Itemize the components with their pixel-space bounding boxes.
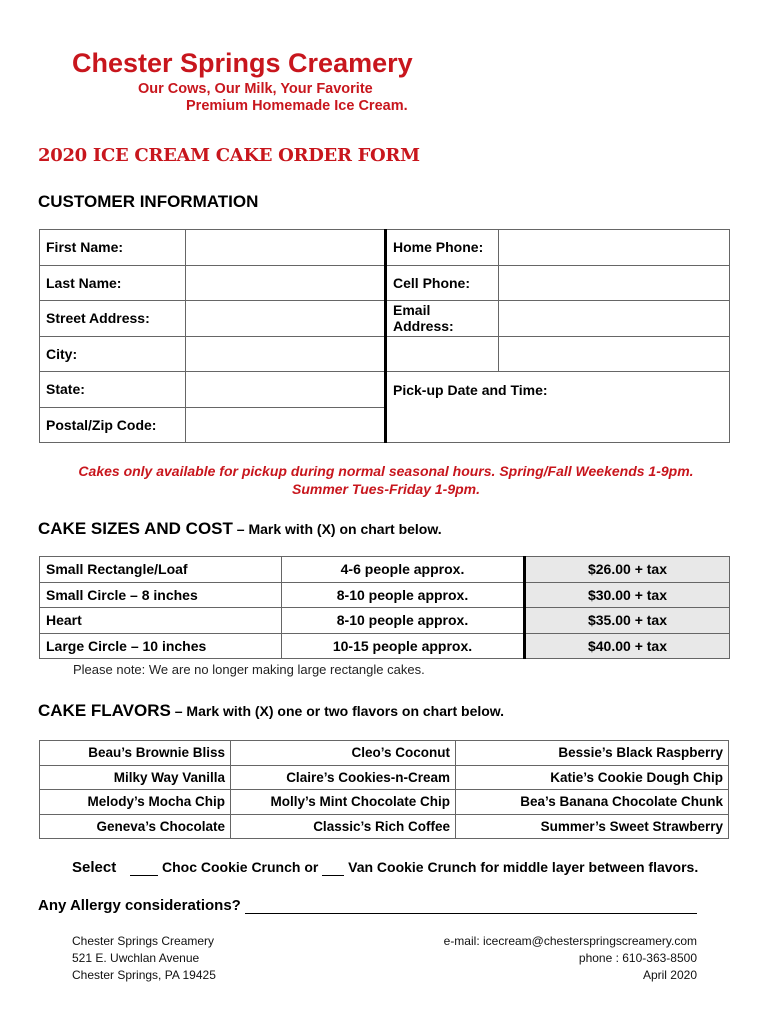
blank-label-cell bbox=[386, 336, 499, 372]
customer-info-heading: CUSTOMER INFORMATION bbox=[38, 192, 259, 211]
van-cookie-crunch-label: Van Cookie Crunch for middle layer between flavors. bbox=[348, 859, 699, 875]
pickup-date-time-label: Pick-up Date and Time: bbox=[393, 382, 548, 398]
allergy-field[interactable] bbox=[245, 897, 697, 914]
footer-phone: phone : 610-363-8500 bbox=[578, 951, 697, 965]
street-address-label: Street Address: bbox=[40, 301, 186, 337]
allergy-section bbox=[38, 897, 697, 914]
flavor-cell[interactable]: Summer’s Sweet Strawberry bbox=[456, 814, 729, 839]
first-name-label: First Name: bbox=[40, 230, 186, 266]
size-row[interactable] bbox=[40, 608, 730, 634]
size-serves: 8-10 people approx. bbox=[282, 582, 525, 608]
cake-sizes-table bbox=[39, 556, 730, 659]
cell-phone-field[interactable] bbox=[499, 265, 730, 301]
cake-flavors-table bbox=[39, 740, 729, 839]
flavor-cell[interactable]: Geneva’s Chocolate bbox=[40, 814, 231, 839]
size-row[interactable] bbox=[40, 633, 730, 659]
footer-address bbox=[72, 933, 216, 984]
email-address-label: Email Address: bbox=[386, 301, 499, 337]
size-row[interactable] bbox=[40, 582, 730, 608]
size-serves: 8-10 people approx. bbox=[282, 608, 525, 634]
tagline-line-1: Our Cows, Our Milk, Your Favorite bbox=[138, 81, 373, 97]
flavor-cell[interactable]: Claire’s Cookies-n-Cream bbox=[231, 765, 456, 790]
choc-cookie-crunch-blank[interactable] bbox=[130, 861, 158, 876]
form-title: 2020 ICE CREAM CAKE ORDER FORM bbox=[38, 145, 420, 166]
size-serves: 4-6 people approx. bbox=[282, 557, 525, 583]
postal-code-label: Postal/Zip Code: bbox=[40, 407, 186, 443]
flavor-cell[interactable]: Classic’s Rich Coffee bbox=[231, 814, 456, 839]
cake-flavors-title: CAKE FLAVORS bbox=[38, 701, 171, 720]
email-address-field[interactable] bbox=[499, 301, 730, 337]
flavor-cell[interactable]: Cleo’s Coconut bbox=[231, 741, 456, 766]
footer-date: April 2020 bbox=[642, 968, 697, 982]
footer-street: 521 E. Uwchlan Avenue bbox=[72, 951, 200, 965]
flavor-cell[interactable]: Milky Way Vanilla bbox=[40, 765, 231, 790]
state-label: State: bbox=[40, 372, 186, 408]
size-row[interactable] bbox=[40, 557, 730, 583]
state-field[interactable] bbox=[186, 372, 386, 408]
home-phone-field[interactable] bbox=[499, 230, 730, 266]
cake-sizes-heading bbox=[38, 519, 442, 539]
middle-layer-selection bbox=[72, 859, 698, 876]
cake-flavors-instruction: – Mark with (X) one or two flavors on chart below. bbox=[170, 703, 505, 719]
footer-email: e-mail: icecream@chesterspringscreamery.com bbox=[443, 934, 697, 948]
size-price: $40.00 + tax bbox=[525, 633, 730, 659]
pickup-hours-line-2: Summer Tues-Friday 1-9pm. bbox=[291, 481, 481, 497]
brand-title: Chester Springs Creamery bbox=[72, 48, 413, 78]
flavor-cell[interactable]: Beau’s Brownie Bliss bbox=[40, 741, 231, 766]
flavor-cell[interactable]: Molly’s Mint Chocolate Chip bbox=[231, 790, 456, 815]
size-serves: 10-15 people approx. bbox=[282, 633, 525, 659]
size-price: $30.00 + tax bbox=[525, 582, 730, 608]
size-name: Small Circle – 8 inches bbox=[40, 582, 282, 608]
footer-company-name: Chester Springs Creamery bbox=[72, 934, 215, 948]
blank-field-cell[interactable] bbox=[499, 336, 730, 372]
pickup-hours-line-1: Cakes only available for pickup during normal seasonal hours. Spring/Fall Weekends 1-9pm. bbox=[78, 463, 694, 479]
flavor-cell[interactable]: Bea’s Banana Chocolate Chunk bbox=[456, 790, 729, 815]
van-cookie-crunch-blank[interactable] bbox=[322, 861, 344, 876]
allergy-label: Any Allergy considerations? bbox=[38, 897, 241, 914]
home-phone-label: Home Phone: bbox=[386, 230, 499, 266]
size-name: Large Circle – 10 inches bbox=[40, 633, 282, 659]
select-label: Select bbox=[72, 859, 117, 876]
choc-cookie-crunch-label: Choc Cookie Crunch or bbox=[161, 859, 319, 875]
size-name: Small Rectangle/Loaf bbox=[40, 557, 282, 583]
footer-contact bbox=[444, 933, 697, 984]
cake-sizes-instruction: – Mark with (X) on chart below. bbox=[232, 521, 442, 537]
size-price: $35.00 + tax bbox=[525, 608, 730, 634]
city-label: City: bbox=[40, 336, 186, 372]
city-field[interactable] bbox=[186, 336, 386, 372]
flavor-cell[interactable]: Katie’s Cookie Dough Chip bbox=[456, 765, 729, 790]
pickup-date-time-field[interactable] bbox=[386, 372, 730, 443]
street-address-field[interactable] bbox=[186, 301, 386, 337]
postal-code-field[interactable] bbox=[186, 407, 386, 443]
last-name-field[interactable] bbox=[186, 265, 386, 301]
tagline-line-2: Premium Homemade Ice Cream. bbox=[186, 98, 408, 114]
pickup-hours-note bbox=[38, 462, 734, 498]
flavor-cell[interactable]: Bessie’s Black Raspberry bbox=[456, 741, 729, 766]
last-name-label: Last Name: bbox=[40, 265, 186, 301]
flavor-cell[interactable]: Melody’s Mocha Chip bbox=[40, 790, 231, 815]
cake-flavors-heading bbox=[38, 701, 504, 721]
customer-info-table bbox=[39, 229, 730, 443]
size-name: Heart bbox=[40, 608, 282, 634]
size-price: $26.00 + tax bbox=[525, 557, 730, 583]
size-note: Please note: We are no longer making large rectangle cakes. bbox=[73, 662, 425, 677]
footer-city: Chester Springs, PA 19425 bbox=[72, 968, 216, 982]
cell-phone-label: Cell Phone: bbox=[386, 265, 499, 301]
first-name-field[interactable] bbox=[186, 230, 386, 266]
cake-sizes-title: CAKE SIZES AND COST bbox=[38, 519, 233, 538]
